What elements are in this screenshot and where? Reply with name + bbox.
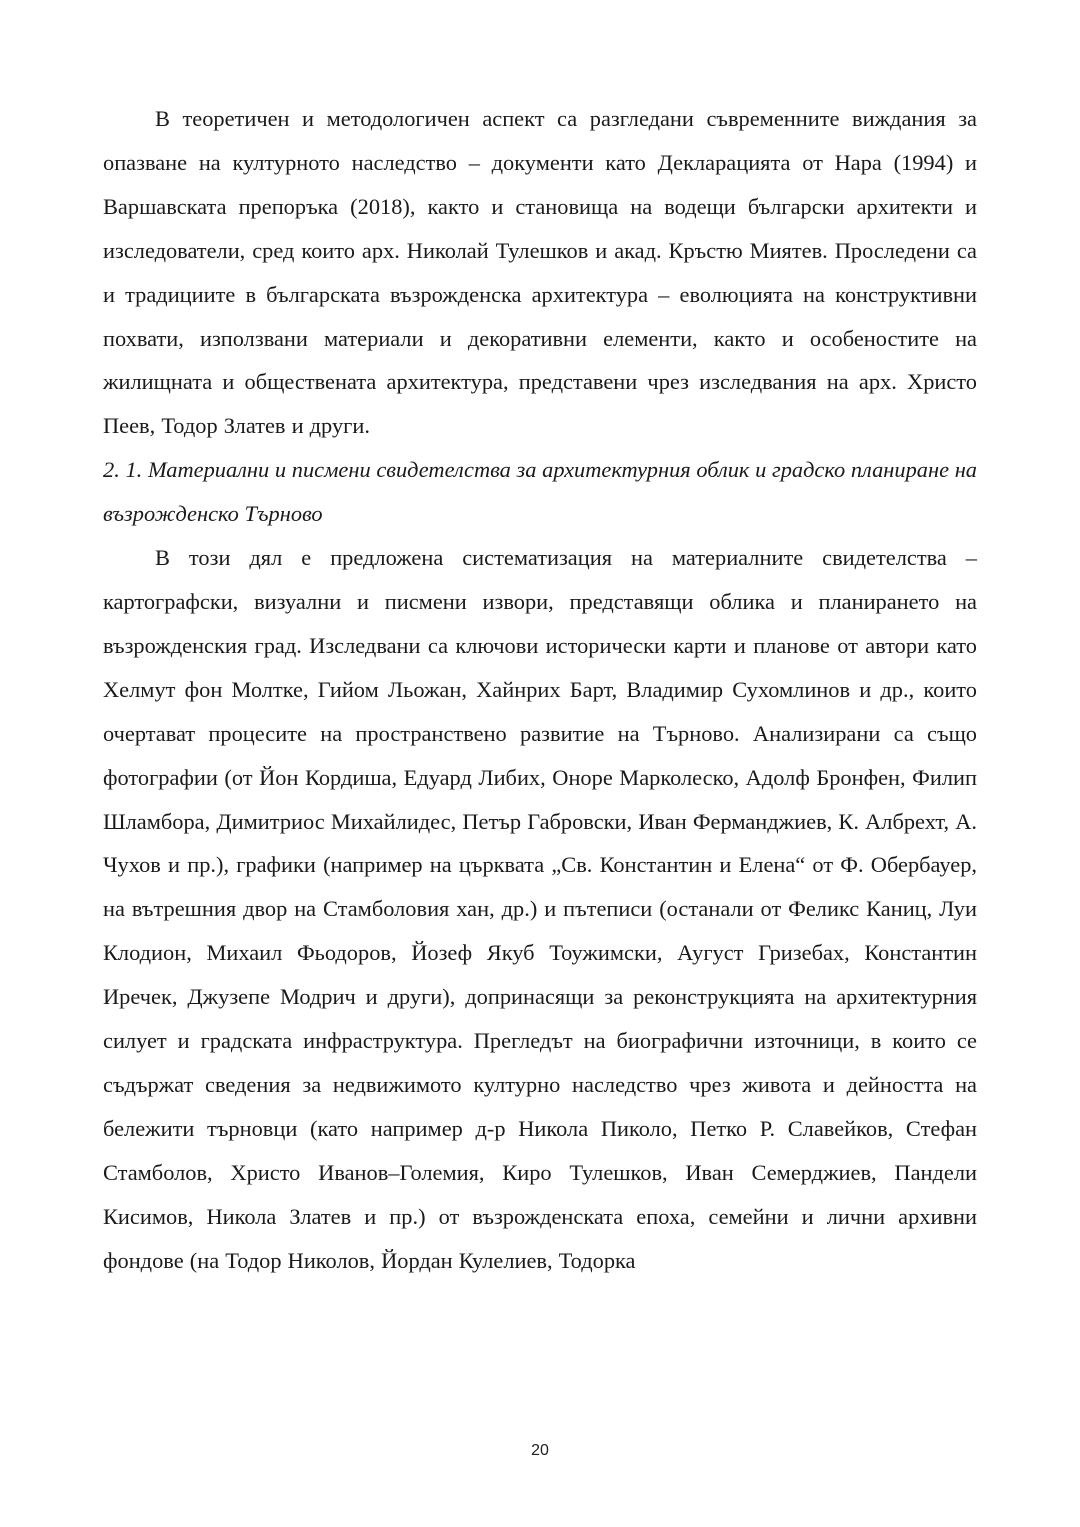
paragraph-material-evidence: В този дял е предложена систематизация на материалните свидетелства – картографски, визуални и писмени извори, представящи облика и планирането на възрожденския град. Изследвани са ключови исторически карти и планове от автори като Хелмут фон Молтке, Гийом Льожан, Хайнрих Барт, Владимир Сухомлинов и др., които очертават процесите на пространствено развитие на Търново. Анализирани са също фотографии (от Йон Кордиша, Едуард Либих, Оноре Марколеско, Адолф Бронфен, Филип Шламбора, Димитриос Михайлидес, Петър Габровски, Иван Ферманджиев, К. Албрехт, А. Чухов и пр.), графики (например на църквата „Св. Константин и Елена“ от Ф. Обербауер, на вътрешния двор на Стамболовия хан, др.) и пътеписи (останали от Феликс Каниц, Луи Клодион, Михаил Фьодоров, Йозеф Якуб Тоужимски, Аугуст Гризебах, Константин Иречек, Джузепе Модрич и други), допринасящи за реконструкцията на архитектурния силует и градската инфраструктура. Прегледът на биографични източници, в които се съдържат сведения за недвижимото културно наследство чрез живота и дейността на бележити търновци (като например д-р Никола Пиколо, Петко Р. Славейков, Стефан Стамболов, Христо Иванов–Големия, Киро Тулешков, Иван Семерджиев, Пандели Кисимов, Никола Златев и пр.) от възрожденската епоха, семейни и лични архивни фондове (на Тодор Николов, Йордан Кулелиев, Тодорка xyxy=(103,545,977,1273)
paragraph-theory-methodology: В теоретичен и методологичен аспект са разгледани съвременните виждания за опазване на културното наследство – документи като Декларацията от Нара (1994) и Варшавската препоръка (2018), както и становища на водещи български архитекти и изследователи, сред които арх. Николай Тулешков и акад. Кръстю Миятев. Проследени са и традициите в българската възрожденска архитектура – еволюцията на конструктивни похвати, използвани материали и декоративни елементи, както и особеностите на жилищната и обществената архитектура, представени чрез изследвания на арх. Христо Пеев, Тодор Златев и други. xyxy=(103,106,977,439)
body-text xyxy=(103,97,977,1282)
section-heading: 2. 1. Материални и писмени свидетелства за архитектурния облик и градско планиране на възрожденско Търново xyxy=(103,457,977,527)
page-number: 20 xyxy=(531,1442,549,1459)
